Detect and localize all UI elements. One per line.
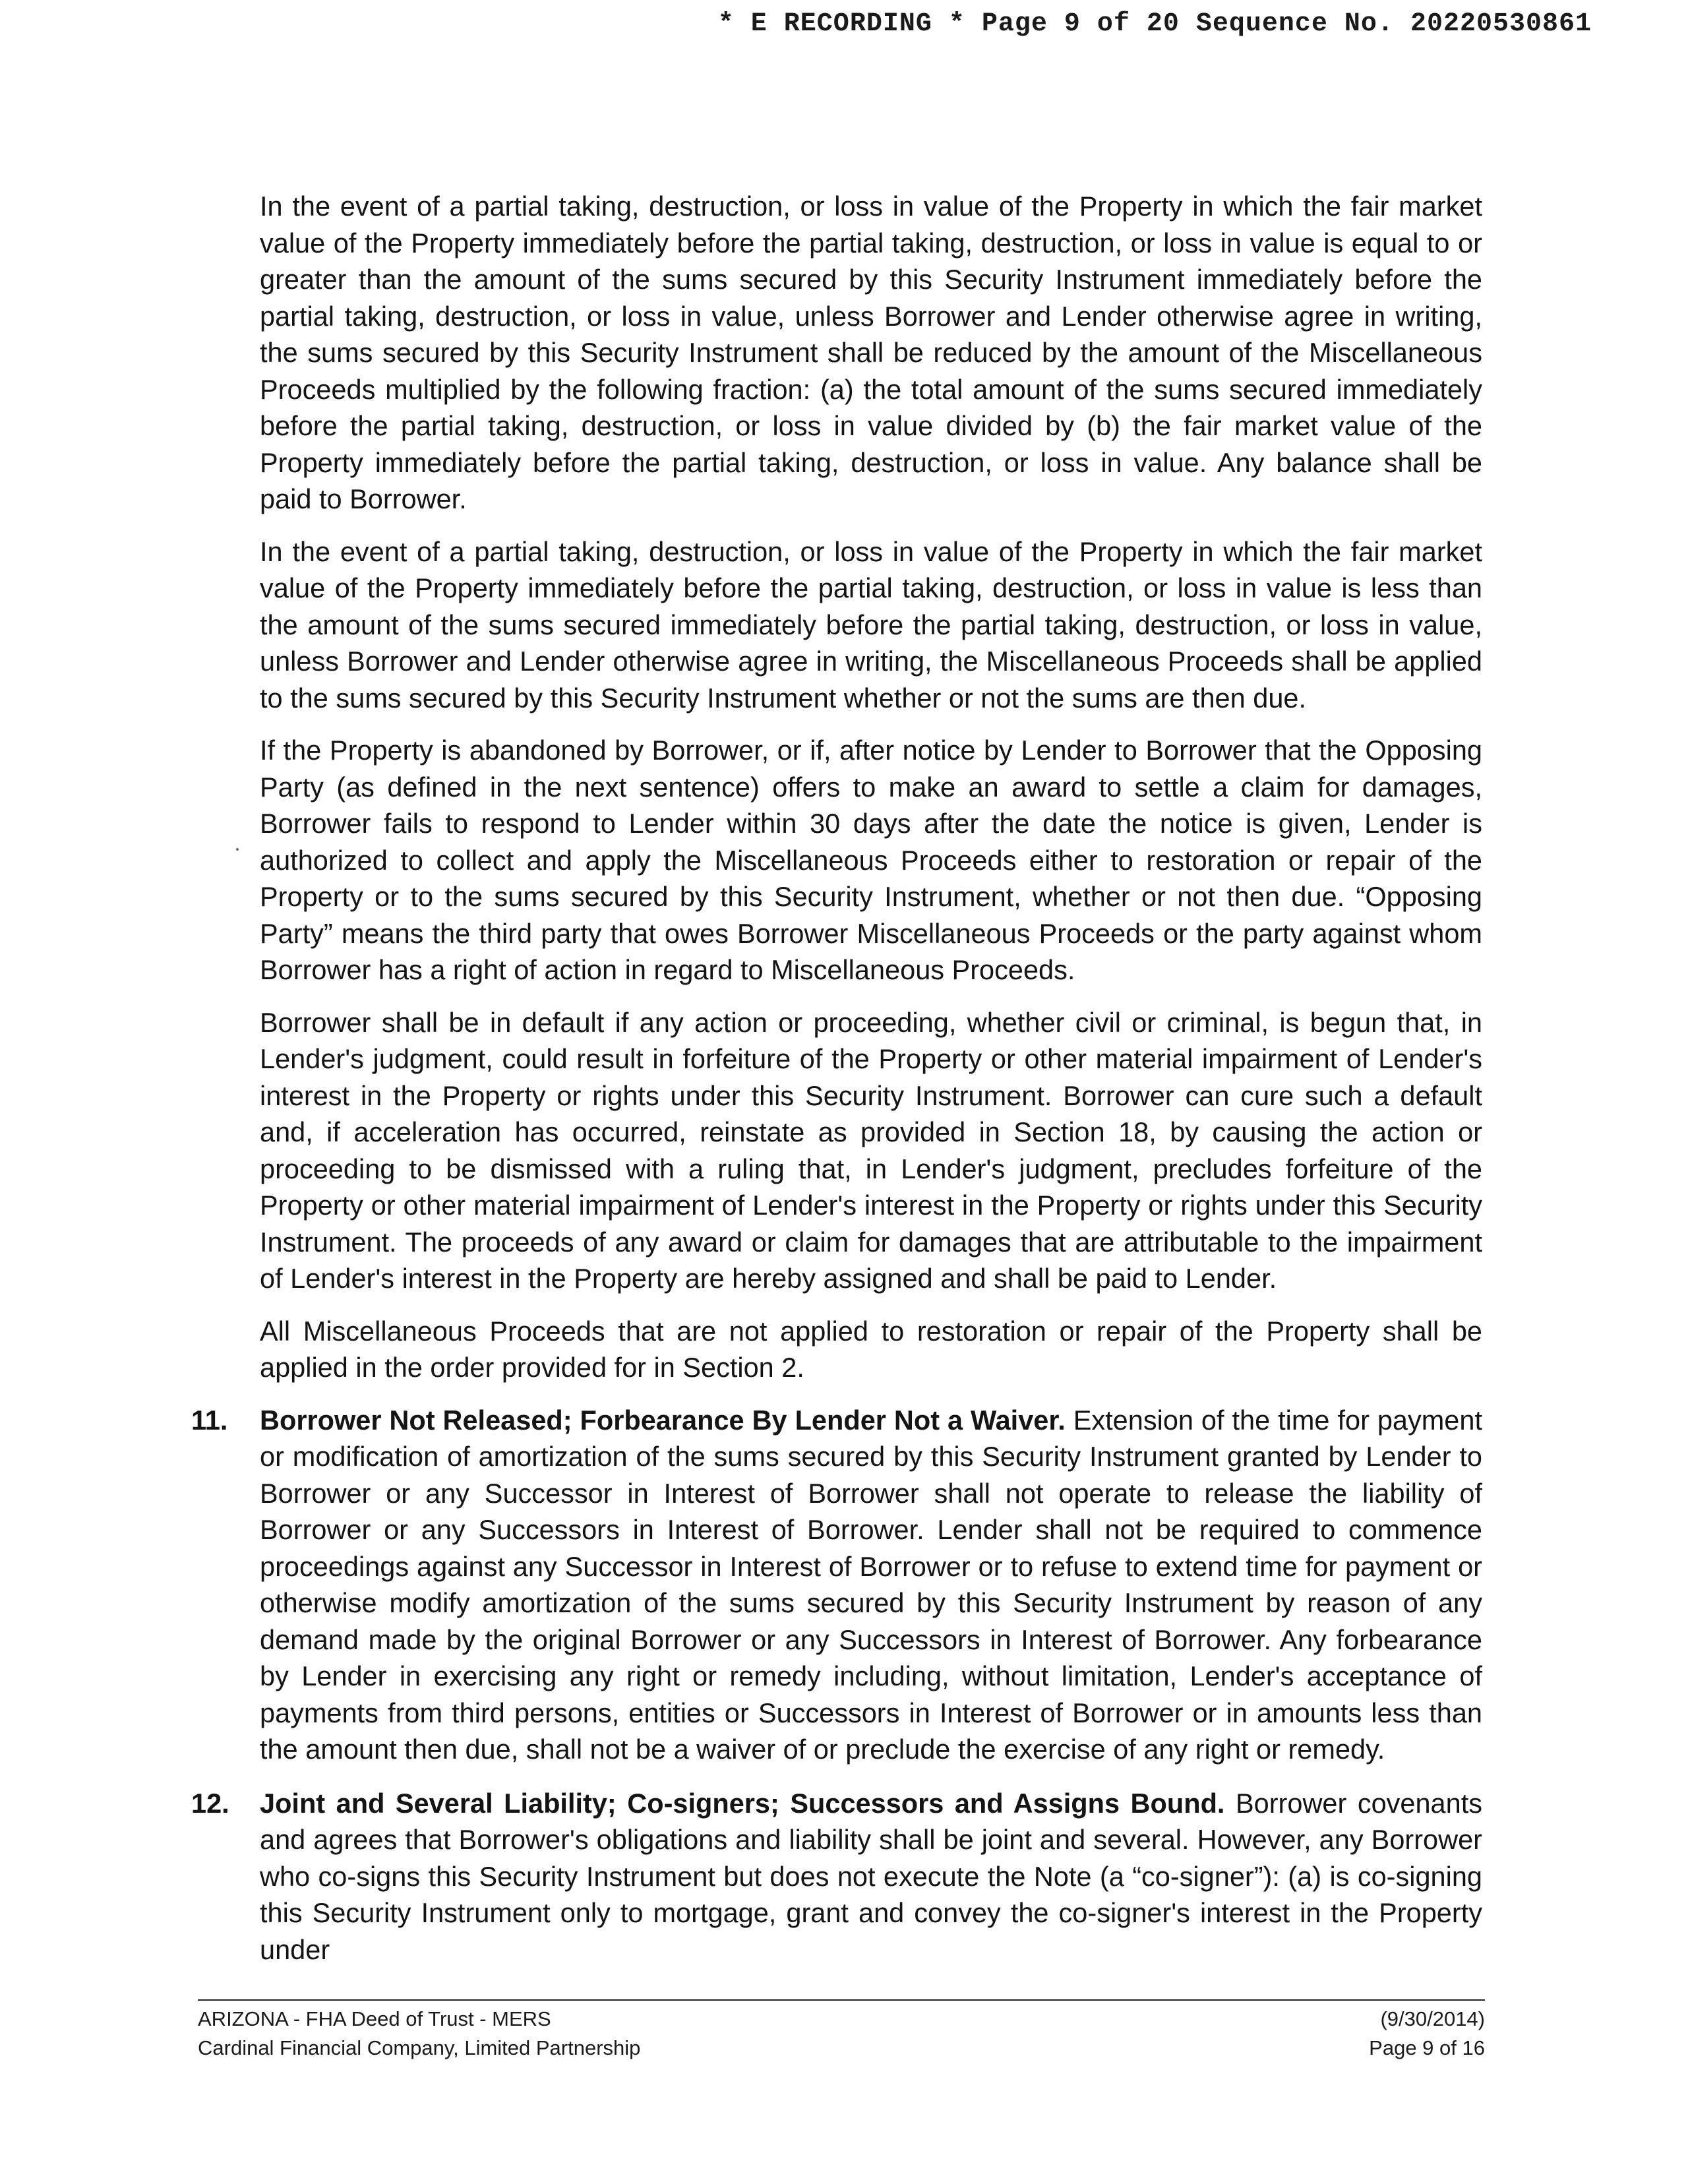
section-11-text: Extension of the time for payment or modification of amortization of the sums secured by this Security Instrument granted by Lender to Borrower or any Successor in Interest of Borrower shall not operate to release the liability of Borrower or any Successors in Interest of Borrower. Lender shall not be required to commence proceedings against any Successor in Interest of Borrower or to refuse to extend time for payment or otherwise modify amortization of the sums secured by this Security Instrument by reason of any demand made by the original Borrower or any Successors in Interest of Borrower. Any forbearance by Lender in exercising any right or remedy including, without limitation, Lender's acceptance of payments from third persons, entities or Successors in Interest of Borrower or in amounts less than the amount then due, shall not be a waiver of or preclude the exercise of any right or remedy.: [260, 1404, 1482, 1765]
paragraph-default-proceeding: Borrower shall be in default if any action or proceeding, whether civil or criminal, is begun that, in Lender's judgment, could result in forfeiture of the Property or other material impairment of Lender's interest in the Property or rights under this Security Instrument. Borrower can cure such a default and, if acceleration has occurred, reinstate as provided in Section 18, by causing the action or proceeding to be dismissed with a ruling that, in Lender's judgment, precludes forfeiture of the Property or other material impairment of Lender's interest in the Property or rights under this Security Instrument. The proceeds of any award or claim for damages that are attributable to the impairment of Lender's interest in the Property are hereby assigned and shall be paid to Lender.: [260, 1006, 1482, 1294]
footer-divider: [198, 1999, 1485, 2001]
page-footer: [198, 2005, 1485, 2063]
paragraph-application-order: All Miscellaneous Proceeds that are not applied to restoration or repair of the Property shall be applied in the order provided for in Section 2.: [260, 1315, 1482, 1383]
paragraph-partial-taking-less: In the event of a partial taking, destruction, or loss in value of the Property in which the fair market value of the Property immediately before the partial taking, destruction, or loss in value is less than the amount of the sums secured immediately before the partial taking, destruction, or loss in value, unless Borrower and Lender otherwise agree in writing, the Miscellaneous Proceeds shall be applied to the sums secured by this Security Instrument whether or not the sums are then due.: [260, 535, 1482, 713]
section-12-text: Borrower covenants and agrees that Borrower's obligations and liability shall be joint and several. However, any Borrower who co-signs this Security Instrument but does not execute the Note (a “co-signer”): (a) is co-signing this Security Instrument only to mortgage, grant and convey the co-signer's interest in the Property under: [260, 1787, 1483, 1965]
document-body: [191, 188, 1482, 1985]
section-11: [191, 1402, 1482, 1768]
section-12-number: 12.: [191, 1787, 229, 1819]
recording-stamp: * E RECORDING * Page 9 of 20 Sequence No. 20220530861: [717, 9, 1592, 39]
footer-page-number: Page 9 of 16: [1369, 2036, 1485, 2059]
paragraph-partial-taking-equal: In the event of a partial taking, destruction, or loss in value of the Property in which the fair market value of the Property immediately before the partial taking, destruction, or loss in value is equal to or greater than the amount of the sums secured by this Security Instrument immediately before the partial taking, destruction, or loss in value, unless Borrower and Lender otherwise agree in writing, the sums secured by this Security Instrument shall be reduced by the amount of the Miscellaneous Proceeds multiplied by the following fraction: (a) the total amount of the sums secured immediately before the partial taking, destruction, or loss in value divided by (b) the fair market value of the Property immediately before the partial taking, destruction, or loss in value. Any balance shall be paid to Borrower.: [260, 191, 1482, 514]
paragraph-abandonment: If the Property is abandoned by Borrower, or if, after notice by Lender to Borrower that the Opposing Party (as defined in the next sentence) offers to make an award to settle a claim for damages, Borrower fails to respond to Lender within 30 days after the date the notice is given, Lender is authorized to collect and apply the Miscellaneous Proceeds either to restoration or repair of the Property or to the sums secured by this Security Instrument, whether or not then due. “Opposing Party” means the third party that owes Borrower Miscellaneous Proceeds or the party against whom Borrower has a right of action in regard to Miscellaneous Proceeds.: [260, 735, 1482, 985]
section-12: [191, 1785, 1482, 1968]
section-12-title: Joint and Several Liability; Co-signers; Successors and Assigns Bound.: [260, 1787, 1225, 1819]
section-11-number: 11.: [191, 1404, 228, 1436]
section-11-title: Borrower Not Released; Forbearance By Lender Not a Waiver.: [260, 1404, 1066, 1436]
footer-form-title: ARIZONA - FHA Deed of Trust - MERS: [198, 2007, 551, 2030]
footer-form-date: (9/30/2014): [1380, 2007, 1485, 2030]
footer-lender: Cardinal Financial Company, Limited Partnership: [198, 2036, 641, 2059]
